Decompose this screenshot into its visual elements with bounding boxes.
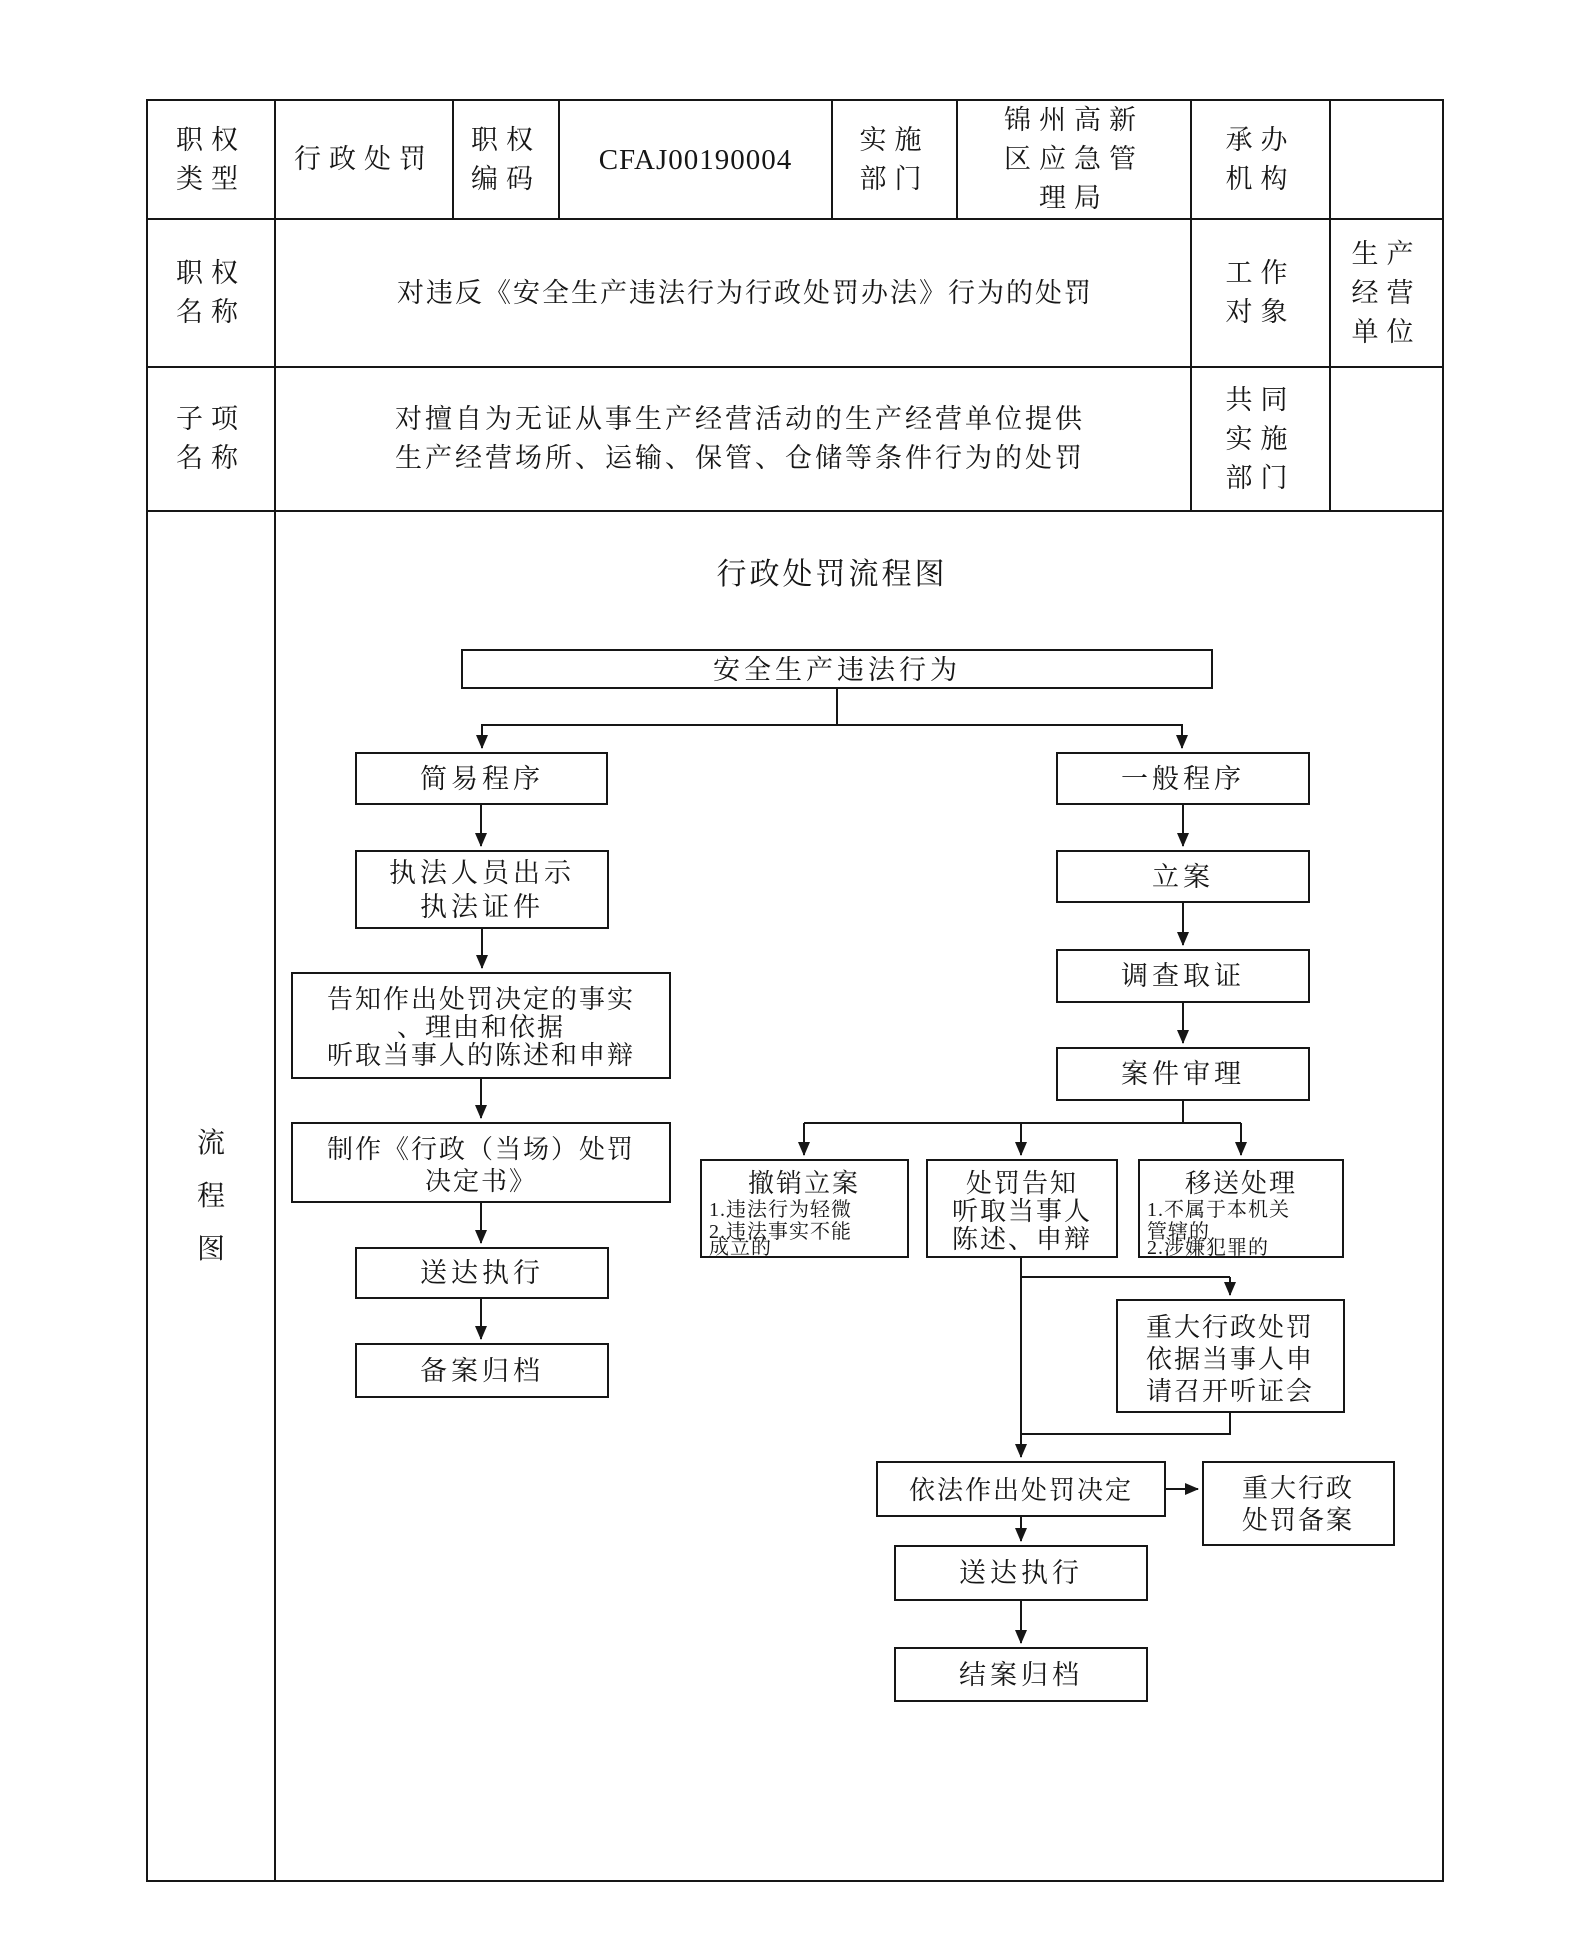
node-simple-procedure-label: 简易程序: [420, 764, 544, 795]
undertaking-org-value-cell: [1330, 100, 1443, 219]
node-transfer-detail3: 2.涉嫌犯罪的: [1147, 1237, 1269, 1260]
node-investigate-label: 调查取证: [1121, 961, 1245, 992]
node-deliver-left-label: 送达执行: [420, 1258, 544, 1289]
node-general-procedure-label: 一般程序: [1121, 764, 1245, 795]
authority-name-label: 职权名称: [176, 258, 246, 328]
node-hearing-line2: 依据当事人申: [1145, 1345, 1315, 1375]
subitem-name-value-cell: [275, 367, 1191, 511]
node-violation-label: 安全生产违法行为: [713, 655, 961, 686]
node-inform: [292, 973, 670, 1078]
node-withdraw-filing-title: 撤销立案: [747, 1169, 861, 1199]
node-deliver-right-label: 送达执行: [959, 1558, 1083, 1589]
node-hearing: [1117, 1300, 1344, 1412]
implementing-dept-value-cell: [957, 100, 1191, 219]
authority-code-value: CFAJ00190004: [598, 143, 793, 176]
work-object-value-cell: [1330, 219, 1443, 367]
node-penalty-notice-line2: 听取当事人: [951, 1197, 1093, 1227]
penalty-flowchart: [276, 512, 1444, 1882]
authority-type-value: 行政处罚: [294, 144, 434, 175]
work-object-value: 生产经营单位: [1351, 238, 1422, 347]
work-object-label-cell: [1191, 219, 1330, 367]
node-close-case-label: 结案归档: [959, 1660, 1083, 1691]
flowchart-label: 流程图: [196, 1127, 225, 1266]
undertaking-org-label-cell: [1191, 100, 1330, 219]
node-inform-line2: 、理由和依据: [396, 1013, 566, 1043]
implementing-dept-label: 实施部门: [859, 124, 930, 194]
joint-dept-value-cell: [1330, 367, 1443, 511]
table-row: [147, 219, 1443, 367]
node-inform-line3: 听取当事人的陈述和申辩: [326, 1041, 636, 1071]
undertaking-org-label: 承办机构: [1225, 124, 1296, 194]
node-investigate: [1057, 950, 1309, 1002]
node-hearing-line1: 重大行政处罚: [1145, 1313, 1315, 1343]
node-show-credentials-line1: 执法人员出示: [389, 858, 575, 889]
authority-type-label-cell: [147, 100, 275, 219]
node-inform-line1: 告知作出处罚决定的事实: [326, 985, 636, 1015]
authority-code-label-cell: [453, 100, 559, 219]
node-transfer-detail2: 管辖的: [1147, 1221, 1210, 1244]
authority-name-value: 对违反《安全生产违法行为行政处罚办法》行为的处罚: [397, 277, 1093, 308]
table-row: [147, 367, 1443, 511]
node-withdraw-filing-detail3: 成立的: [709, 1237, 772, 1260]
node-case-review-label: 案件审理: [1121, 1059, 1245, 1090]
authority-name-value-cell: [275, 219, 1191, 367]
node-deliver-left: [356, 1248, 608, 1298]
node-major-record: [1203, 1462, 1394, 1545]
node-make-decision-doc: [292, 1123, 670, 1202]
node-transfer-detail1: 1.不属于本机关: [1147, 1199, 1290, 1222]
implementing-dept-label-cell: [832, 100, 957, 219]
subitem-name-label: 子项名称: [176, 404, 246, 474]
node-withdraw-filing-detail1: 1.违法行为轻微: [709, 1199, 852, 1222]
work-object-label: 工作对象: [1225, 258, 1296, 328]
joint-dept-label: 共同实施部门: [1225, 384, 1296, 493]
node-simple-procedure: [356, 753, 607, 804]
authority-type-label: 职权类型: [176, 124, 246, 194]
node-transfer: [1139, 1160, 1343, 1259]
node-archive-left-label: 备案归档: [420, 1356, 544, 1387]
flowchart-label-cell: [147, 511, 275, 1881]
flowchart-title: 行政处罚流程图: [716, 558, 948, 592]
node-penalty-notice: [927, 1160, 1117, 1257]
flowchart-cell: [275, 511, 1443, 1881]
node-archive-left: [356, 1344, 608, 1397]
node-deliver-right: [895, 1546, 1147, 1600]
node-penalty-notice-line3: 陈述、申辩: [951, 1225, 1093, 1255]
node-transfer-title: 移送处理: [1184, 1169, 1298, 1199]
table-row: [147, 511, 1443, 1881]
implementing-dept-value: 锦州高新区应急管理局: [1004, 105, 1144, 214]
table-row: [147, 100, 1443, 219]
node-penalty-notice-line1: 处罚告知: [965, 1169, 1079, 1199]
node-major-record-line1: 重大行政: [1241, 1474, 1355, 1504]
authority-type-value-cell: [275, 100, 453, 219]
node-case-review: [1057, 1048, 1309, 1100]
node-decide: [877, 1462, 1165, 1516]
node-decide-label: 依法作出处罚决定: [908, 1476, 1134, 1506]
node-major-record-line2: 处罚备案: [1241, 1506, 1355, 1536]
node-make-decision-doc-line2: 决定书》: [424, 1167, 538, 1197]
subitem-name-label-cell: [147, 367, 275, 511]
node-violation: [462, 650, 1212, 688]
node-filing: [1057, 851, 1309, 902]
joint-dept-label-cell: [1191, 367, 1330, 511]
node-filing-label: 立案: [1152, 862, 1214, 893]
authority-code-label: 职权编码: [471, 124, 541, 194]
node-make-decision-doc-line1: 制作《行政（当场）处罚: [326, 1135, 636, 1165]
node-general-procedure: [1057, 753, 1309, 804]
subitem-name-value: 对擅自为无证从事生产经营活动的生产经营单位提供生产经营场所、运输、保管、仓储等条件行为的处罚: [395, 404, 1085, 474]
node-show-credentials-line2: 执法证件: [420, 892, 544, 923]
node-close-case: [895, 1648, 1147, 1701]
authority-code-value-cell: [559, 100, 832, 219]
node-show-credentials: [356, 851, 608, 928]
node-withdraw-filing: [701, 1160, 908, 1259]
authority-info-table: [146, 99, 1444, 1882]
node-withdraw-filing-detail2: 2.违法事实不能: [709, 1221, 852, 1244]
node-hearing-line3: 请召开听证会: [1145, 1377, 1315, 1407]
authority-name-label-cell: [147, 219, 275, 367]
